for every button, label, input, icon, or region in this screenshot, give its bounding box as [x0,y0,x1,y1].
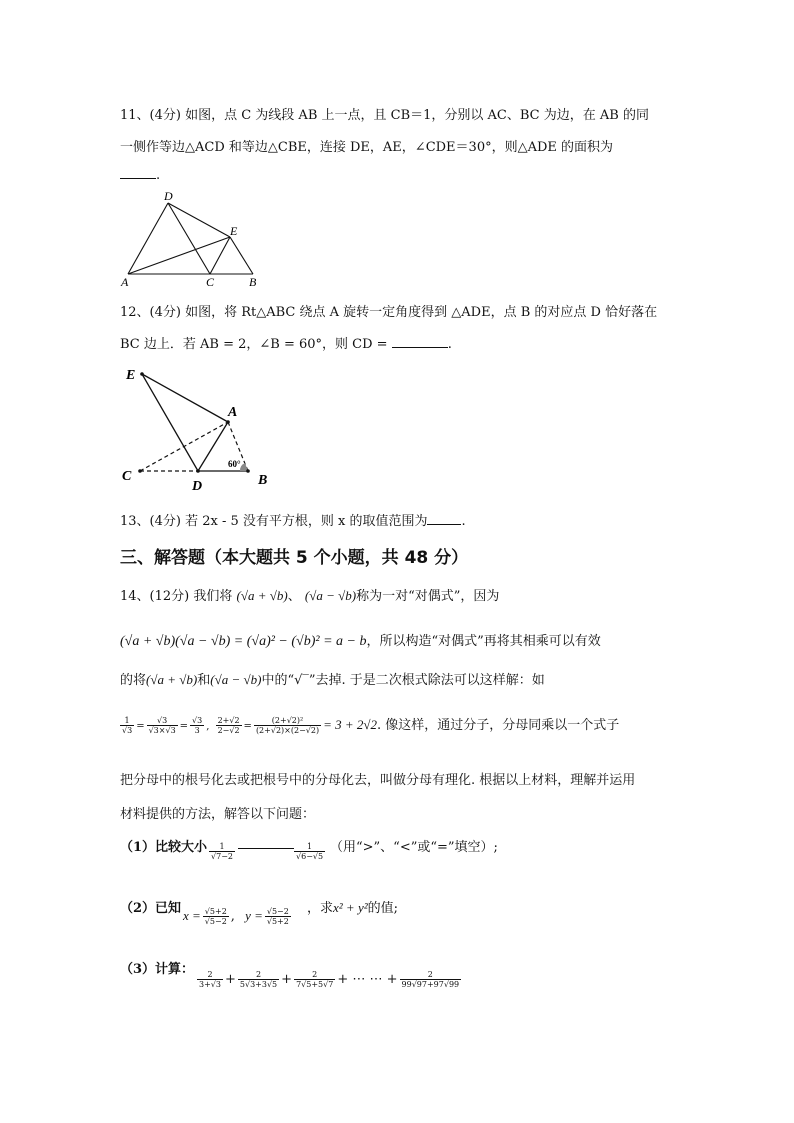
expr-diff: (√a − √b) [304,588,357,603]
segment-dc [168,203,210,274]
q11-blank[interactable] [120,166,156,179]
label-d: D [164,190,173,203]
segment-de [168,203,230,237]
q14-part1: （1）比较大小 [120,840,208,855]
label-c: C [122,469,132,484]
q14-part2: （2）已知 [120,901,182,916]
p1-hint: （用“>”、“<”或“=”填空）; [330,840,498,855]
q11-line1: 11、(4分) 如图，点 C 为线段 AB 上一点，且 CB＝1，分别以 AC、BC 为边，在 AB 的同 [120,108,649,123]
p2-x: x = $\frac{√5+2}{√5-2}$ , y = $\frac{√5-2}{√5+2}$ [183,907,289,926]
q14-identity-line: (√a + √b)(√a − √b) = (√a)² − (√b)² = a − b，所以构造“对偶式”再将其相乘可以有效 [120,634,601,649]
q14-examples: $\frac{1}{√3}$ = $\frac{√3}{√3\times√3}$ = $\frac{√3}{3}$ , $\frac{2+√2}{2-√2}$ = $\frac{\text{(2+√2)²}}{(2+√2)\times(2-√2)}$ = 3 + 2√2. 像这样，通过分子，分母同乘以一个式子 [122,716,620,735]
q12-blank[interactable] [392,335,448,348]
q13-line: 13、(4分) 若 2x - 5 没有平方根，则 x 的取值范围为 . [120,514,466,529]
q11-figure [118,190,268,290]
p1-blank[interactable] [238,836,294,849]
label-b: B [249,275,257,289]
ex1-rhs: $\frac{√3}{3}$ [192,716,203,735]
ex1-mid: $\frac{√3}{√3\times√3}$ [148,716,176,735]
ex2-mid: $\frac{\text{(2+√2)²}}{(2+√2)\times(2-√2)}$ [255,716,320,735]
segment-ca-dashed [140,422,228,471]
section-title: 三、解答题（本大题共 5 个小题，共 48 分） [120,548,469,568]
label-e: E [230,224,238,238]
q14-para2: 材料提供的方法，解答以下问题： [120,807,316,822]
segment-ad [128,203,168,274]
ex1-lhs: $\frac{1}{√3}$ [122,716,133,735]
q12-line1: 12、(4分) 如图，将 Rt△ABC 绕点 A 旋转一定角度得到 △ADE，点 B 的对应点 D 恰好落在 [120,305,658,320]
q14-intro: 14、(12分) 我们将 (√a + √b)、 (√a − √b)称为一对“对偶式”，因为 [120,588,500,604]
q13-blank[interactable] [427,512,461,525]
q12-figure [118,360,278,492]
p3-sum: $\frac{2}{3+√3}$ + $\frac{2}{5√3+3√5}$ + $\frac{2}{7√5+5√7}$ + ⋯ ⋯ + $\frac{2}{99√97+97√99}$ [199,970,460,989]
segment-ae [128,237,230,274]
identity-formula: (√a + √b)(√a − √b) = (√a)² − (√b)² = a − b [120,634,367,649]
q11-answer-line: . [120,166,160,183]
q11-line2: 一侧作等边△ACD 和等边△CBE，连接 DE，AE，∠CDE＝30°，则△ADE 的面积为 [120,140,614,155]
segment-da [198,422,228,471]
expr-sum: (√a + √b) [236,588,288,603]
p1-frac-a: $\frac{1}{√7-2}$ [211,842,233,861]
q12-line2: BC 边上．若 AB = 2，∠B = 60°，则 CD = . [120,337,452,352]
label-b: B [258,473,268,488]
segment-eb [230,237,253,274]
label-a: A [121,275,129,289]
p1-frac-b: $\frac{1}{√6-√5}$ [296,842,324,861]
label-a: A [228,405,238,420]
label-d: D [192,479,203,492]
label-e: E [126,368,136,383]
q14-para1: 把分母中的根号化去或把根号中的分母化去，叫做分母有理化. 根据以上材料，理解并运用 [120,773,636,788]
segment-ce [210,237,230,274]
q14-line3: 的将(√a + √b)和(√a − √b)中的“√‾”去掉. 于是二次根式除法可以这样解：如 [120,672,545,688]
segment-ed [142,374,198,471]
ex2-rhs: = 3 + 2√2 [323,717,378,732]
ex2-lhs: $\frac{2+√2}{2-√2}$ [217,716,240,735]
label-c: C [206,275,215,289]
segment-ea [142,374,228,422]
q14-part3: （3）计算： [120,962,195,977]
angle-label: 60° [228,459,241,469]
p2-ask: ，求x² + y²的值; [307,900,399,916]
